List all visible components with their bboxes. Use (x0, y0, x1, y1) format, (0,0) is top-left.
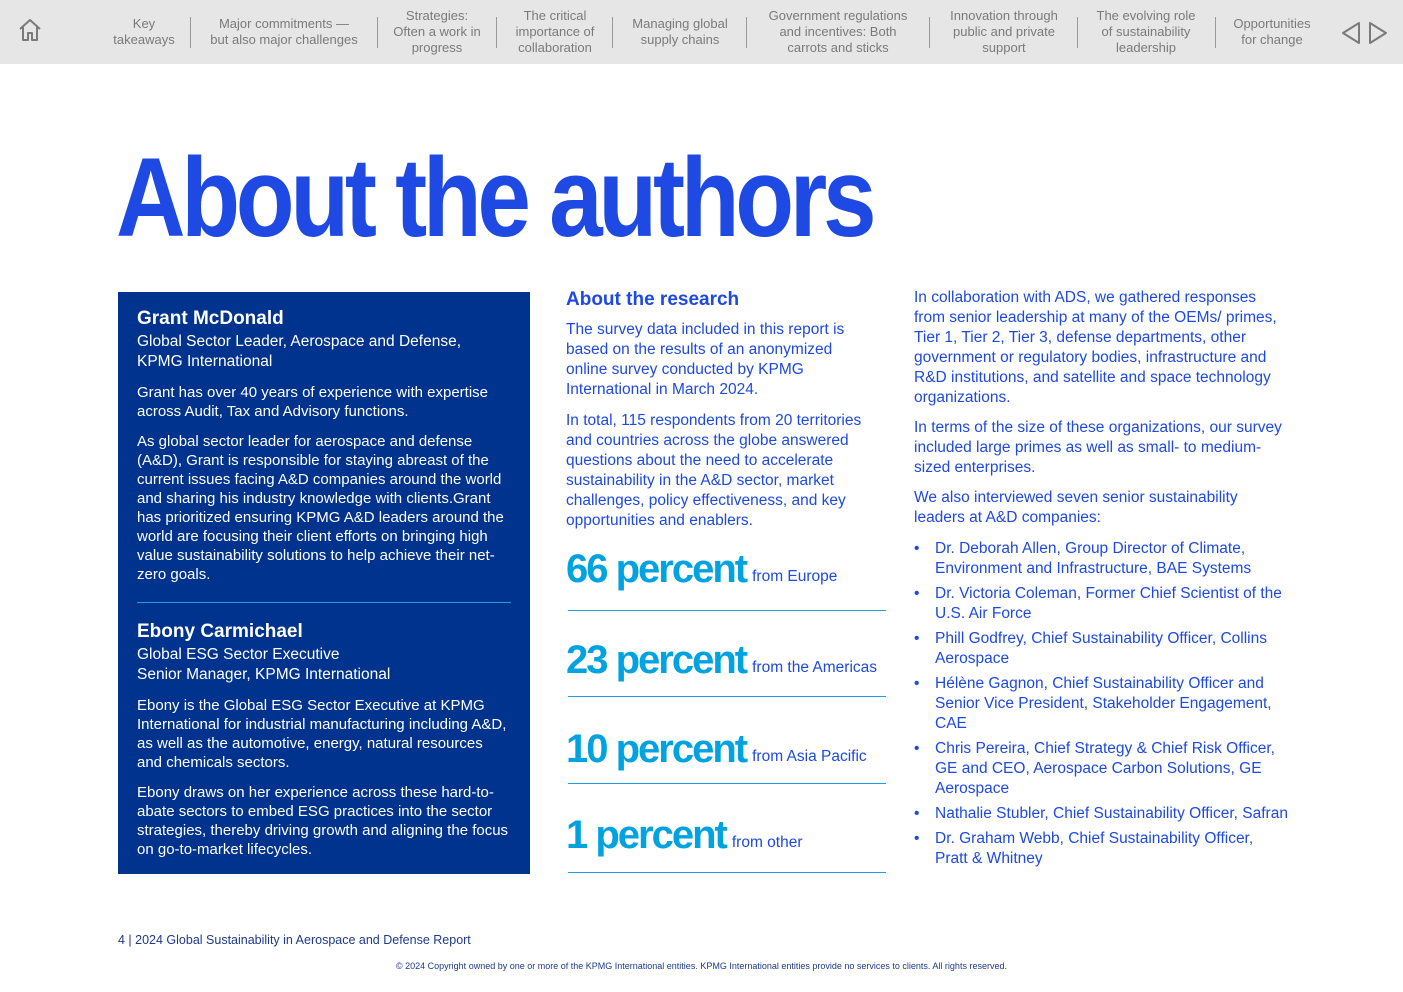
stat-other (566, 797, 886, 857)
nav-separator (929, 17, 930, 48)
nav-separator (612, 17, 613, 48)
bullet: • (914, 630, 920, 647)
list-item (914, 829, 1289, 869)
interviewee-text: Dr. Graham Webb, Chief Sustainability Officer, Pratt & Whitney (935, 830, 1254, 867)
stat-label: from Asia Pacific (752, 748, 867, 765)
stat-label: from Europe (752, 568, 838, 585)
stat-value: 10 percent (566, 727, 747, 771)
author-bio-paragraph: Grant has over 40 years of experience with expertise across Audit, Tax and Advisory functions. (137, 384, 489, 420)
research-paragraph: In total, 115 respondents from 20 territories and countries across the globe answered questions about the need to accelerate sustainability in the A&D sector, market challenges, policy effectiveness, and key opportunities and enablers. (566, 412, 862, 529)
collaboration-paragraph: In collaboration with ADS, we gathered responses from senior leadership at many of the OEMs/ primes, Tier 1, Tier 2, Tier 3, defense departments, other government or regulatory bodies, infrastructure and R&D institutions, and satellite and space technology organizations. (914, 289, 1277, 406)
stat-label: from other (731, 834, 803, 851)
list-item (914, 539, 1289, 579)
stat-divider (568, 872, 886, 873)
nav-tab-collaboration[interactable]: The critical importance of collaboration (515, 8, 595, 55)
stat-divider (568, 696, 886, 697)
author-role: Global ESG Sector Executive Senior Manager, KPMG International (137, 646, 391, 683)
interviewee-text: Dr. Deborah Allen, Group Director of Climate, Environment and Infrastructure, BAE Systems (935, 540, 1252, 577)
nav-tab-government-regulations[interactable]: Government regulations and incentives: Both carrots and sticks (768, 8, 908, 55)
stat-value: 66 percent (566, 547, 747, 591)
interviewee-list (914, 539, 1289, 869)
nav-separator (190, 17, 191, 48)
author-role: Global Sector Leader, Aerospace and Defense, KPMG International (137, 333, 461, 370)
triangle-left-icon[interactable] (1339, 20, 1363, 46)
stat-divider (568, 783, 886, 784)
top-navigation (0, 0, 1403, 64)
stat-value: 1 percent (566, 813, 726, 857)
stat-value: 23 percent (566, 638, 747, 682)
nav-tab-sustainability-leadership[interactable]: The evolving role of sustainability leadership (1096, 8, 1196, 55)
list-item (914, 584, 1289, 624)
nav-separator (1077, 17, 1078, 48)
interviewee-text: Hélène Gagnon, Chief Sustainability Officer and Senior Vice President, Stakeholder Engagement, CAE (935, 675, 1272, 732)
author-bio-paragraph: Ebony draws on her experience across these hard-to-abate sectors to embed ESG practices into the sector strategies, thereby driving growth and aligning the focus on go-to-market lifecycles. (137, 784, 509, 858)
collaboration-paragraph: We also interviewed seven senior sustainability leaders at A&D companies: (914, 489, 1238, 526)
nav-separator (377, 17, 378, 48)
collaboration-paragraph: In terms of the size of these organizations, our survey included large primes as well as small- to medium-sized enterprises. (914, 419, 1282, 476)
bullet: • (914, 540, 920, 557)
home-icon[interactable] (14, 14, 46, 46)
nav-tab-opportunities[interactable]: Opportunities for change (1233, 16, 1311, 47)
list-item (914, 674, 1289, 734)
interviewee-text: Dr. Victoria Coleman, Former Chief Scientist of the U.S. Air Force (935, 585, 1282, 622)
stat-divider (568, 610, 886, 611)
stat-europe (566, 531, 886, 591)
footer-page-reference: 4 | 2024 Global Sustainability in Aerospace and Defense Report (118, 933, 471, 947)
triangle-right-icon[interactable] (1366, 20, 1390, 46)
nav-tab-supply-chains[interactable]: Managing global supply chains (632, 16, 728, 47)
interviewee-text: Phill Godfrey, Chief Sustainability Officer, Collins Aerospace (935, 630, 1267, 667)
author-bio-paragraph: As global sector leader for aerospace and defense (A&D), Grant is responsible for staying abreast of the current issues facing A&D companies around the world and sharing his industry knowledge with clients.Grant has prioritized ensuring KPMG A&D leaders around the world are focusing their client efforts on bringing high value sustainability solutions to help achieve their net-zero goals. (137, 433, 504, 583)
research-heading: About the research (566, 289, 740, 310)
bullet: • (914, 585, 920, 602)
author-card (137, 308, 511, 584)
stat-asia-pacific (566, 711, 886, 771)
nav-tab-major-commitments[interactable]: Major commitments — but also major challenges (210, 16, 358, 47)
list-item (914, 804, 1289, 824)
bullet: • (914, 675, 920, 692)
stat-label: from the Americas (752, 659, 878, 676)
author-name: Grant McDonald (137, 308, 284, 329)
page-title: About the authors (116, 135, 873, 260)
footer-copyright: © 2024 Copyright owned by one or more of the KPMG International entities. KPMG International entities provide no services to clients. All rights reserved. (396, 961, 1007, 971)
collaboration-section (914, 288, 1289, 874)
author-bio-paragraph: Ebony is the Global ESG Sector Executive at KPMG International for industrial manufacturing including A&D, as well as the automotive, energy, natural resources and chemicals sectors. (137, 697, 507, 771)
stat-americas (566, 622, 886, 682)
nav-separator (746, 17, 747, 48)
author-divider (137, 602, 511, 603)
bullet: • (914, 805, 920, 822)
nav-tab-innovation[interactable]: Innovation through public and private support (950, 8, 1058, 55)
research-section (566, 288, 876, 542)
bullet: • (914, 830, 920, 847)
nav-separator (1215, 17, 1216, 48)
interviewee-text: Nathalie Stubler, Chief Sustainability Officer, Safran (935, 805, 1288, 822)
interviewee-text: Chris Pereira, Chief Strategy & Chief Risk Officer, GE and CEO, Aerospace Carbon Solutions, GE Aerospace (935, 740, 1275, 797)
research-paragraph: The survey data included in this report is based on the results of an anonymized online survey conducted by KPMG International in March 2024. (566, 321, 845, 398)
bullet: • (914, 740, 920, 757)
list-item (914, 739, 1289, 799)
nav-tab-key-takeaways[interactable]: Key takeaways (113, 16, 175, 47)
nav-separator (496, 17, 497, 48)
authors-panel (118, 292, 530, 874)
author-card (137, 621, 511, 859)
list-item (914, 629, 1289, 669)
nav-tab-strategies[interactable]: Strategies: Often a work in progress (393, 8, 481, 55)
author-name: Ebony Carmichael (137, 621, 303, 642)
